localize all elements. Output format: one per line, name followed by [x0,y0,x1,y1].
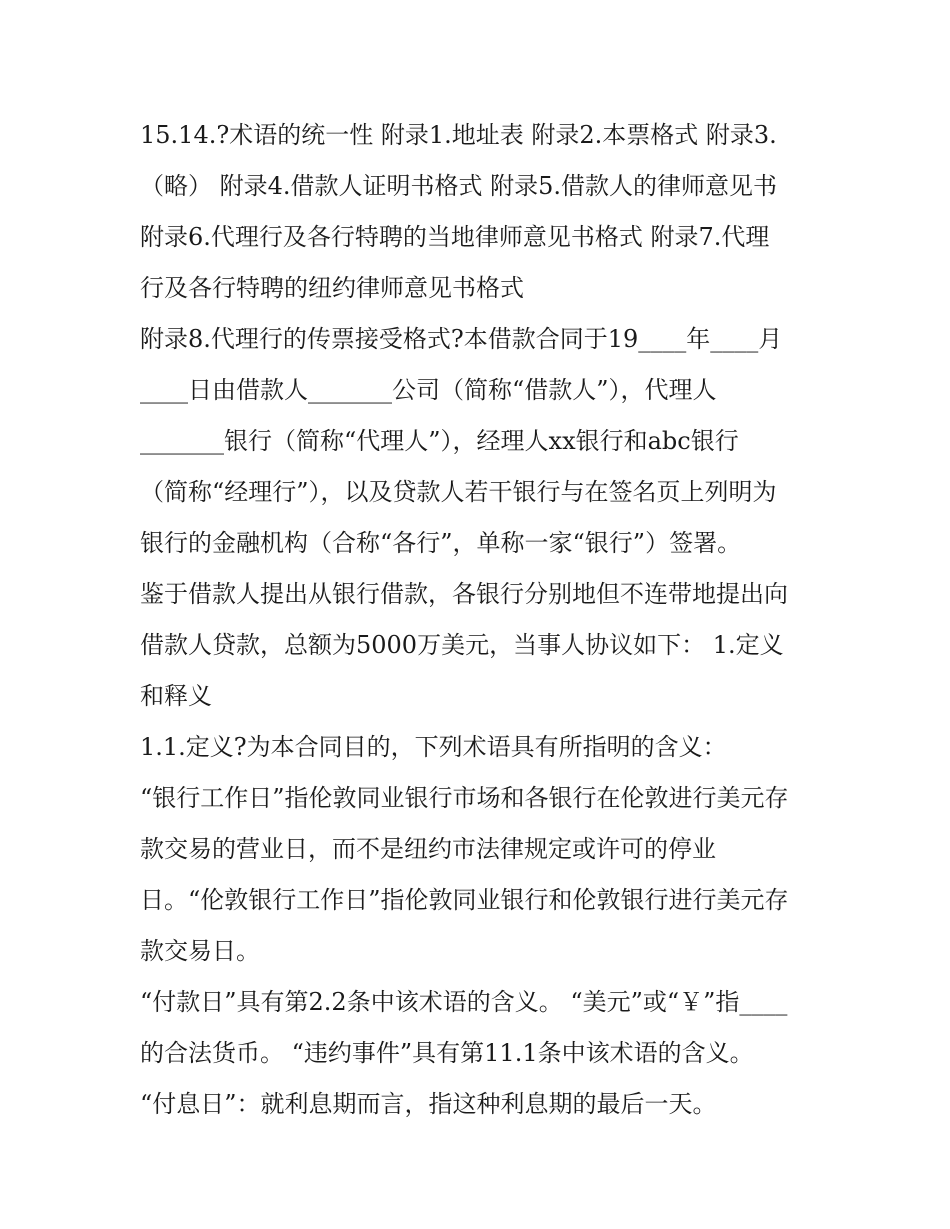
text-line: 银行的金融机构（合称“各行”，单称一家“银行”）签署。 [140,529,742,557]
text-line: ____日由借款人_______公司（简称“借款人”），代理人 [140,376,717,404]
text-line: 附录6.代理行及各行特聘的当地律师意见书格式 附录7.代理 [140,223,770,251]
text-line: 15.14.?术语的统一性 附录1.地址表 附录2.本票格式 附录3. [140,121,777,149]
text-line: 款交易的营业日，而不是纽约市法律规定或许可的停业 [140,835,716,863]
text-line: 借款人贷款，总额为5000万美元，当事人协议如下： 1.定义 [140,631,784,659]
text-line: 日。“伦敦银行工作日”指伦敦同业银行和伦敦银行进行美元存 [140,886,789,914]
text-line: 行及各行特聘的纽约律师意见书格式 [140,274,524,302]
document-text [140,110,820,1130]
text-line: 1.1.定义?为本合同目的，下列术语具有所指明的含义： [140,733,727,761]
text-line: 鉴于借款人提出从银行借款，各银行分别地但不连带地提出向 [140,580,788,608]
text-line: 的合法货币。 “违约事件”具有第11.1条中该术语的含义。 [140,1039,754,1067]
text-line: （略） 附录4.借款人证明书格式 附录5.借款人的律师意见书 [140,172,778,200]
text-line: 和释义 [140,682,212,710]
text-line: _______银行（简称“代理人”），经理人xx银行和abc银行 [140,427,739,455]
text-line: 款交易日。 [140,937,260,965]
text-line: “银行工作日”指伦敦同业银行市场和各银行在伦敦进行美元存 [140,784,789,812]
text-line: “付款日”具有第2.2条中该术语的含义。 “美元”或“￥”指____ [140,988,788,1016]
text-line: 附录8.代理行的传票接受格式?本借款合同于19____年____月 [140,325,783,353]
text-line: （简称“经理行”），以及贷款人若干银行与在签名页上列明为 [140,478,777,506]
text-line: “付息日”：就利息期而言，指这种利息期的最后一天。 [140,1090,717,1118]
